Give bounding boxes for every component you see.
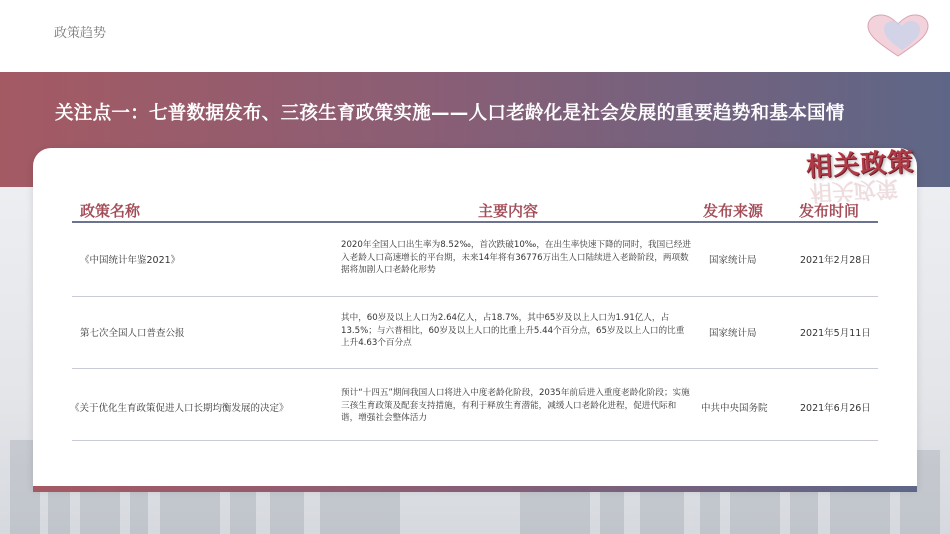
row-divider (72, 440, 878, 441)
row3-policy-date: 2021年6月26日 (800, 403, 871, 414)
row1-policy-date: 2021年2月28日 (800, 255, 871, 266)
column-header-source: 发布来源 (703, 202, 764, 220)
row-divider (72, 296, 878, 297)
section-label: 政策趋势 (54, 26, 107, 41)
row2-policy-content: 其中，60岁及以上人口为2.64亿人，占18.7%，其中65岁及以上人口为1.91亿人，占13.5%；与六普相比，60岁及以上人口的比重上升5.44个百分点，65岁及以上人口的比重上升4.63个百分点 (341, 313, 685, 348)
row-divider (72, 368, 878, 369)
row1-policy-source: 国家统计局 (709, 255, 757, 266)
header-divider (72, 221, 878, 223)
row1-policy-content: 2020年全国人口出生率为8.52‰，首次跌破10‰，在出生率快速下降的同时，我国已经进入老龄人口高速增长的平台期，未来14年将有36776万出生人口陆续进入老龄阶段，两项数据将加剧人口老龄化形势 (341, 240, 692, 275)
heart-logo-icon (862, 14, 934, 58)
column-header-date: 发布时间 (799, 202, 860, 220)
row2-policy-name: 第七次全国人口普查公报 (80, 328, 185, 339)
page-title: 关注点一：七普数据发布、三孩生育政策实施——人口老龄化是社会发展的重要趋势和基本国情 (55, 103, 845, 124)
row3-policy-name: 《关于优化生育政策促进人口长期均衡发展的决定》 (70, 403, 289, 414)
row3-policy-source: 中共中央国务院 (701, 403, 768, 414)
column-header-name: 政策名称 (80, 202, 141, 220)
row2-policy-date: 2021年5月11日 (800, 328, 871, 339)
card-accent-bar (33, 486, 917, 492)
related-policy-stamp: 相关政策 (805, 147, 915, 183)
row1-policy-name: 《中国统计年鉴2021》 (80, 255, 181, 266)
column-header-content: 主要内容 (478, 202, 539, 220)
row2-policy-source: 国家统计局 (709, 328, 757, 339)
top-bar (0, 0, 950, 72)
row3-policy-content: 预计“十四五”期间我国人口将进入中度老龄化阶段，2035年前后进入重度老龄化阶段；实施三孩生育政策及配套支持措施，有利于释放生育潜能，减缓人口老龄化进程，促进代际和谐，增强社会整体活力 (341, 388, 690, 423)
stamp-reflection: 相关政策 (809, 174, 899, 206)
